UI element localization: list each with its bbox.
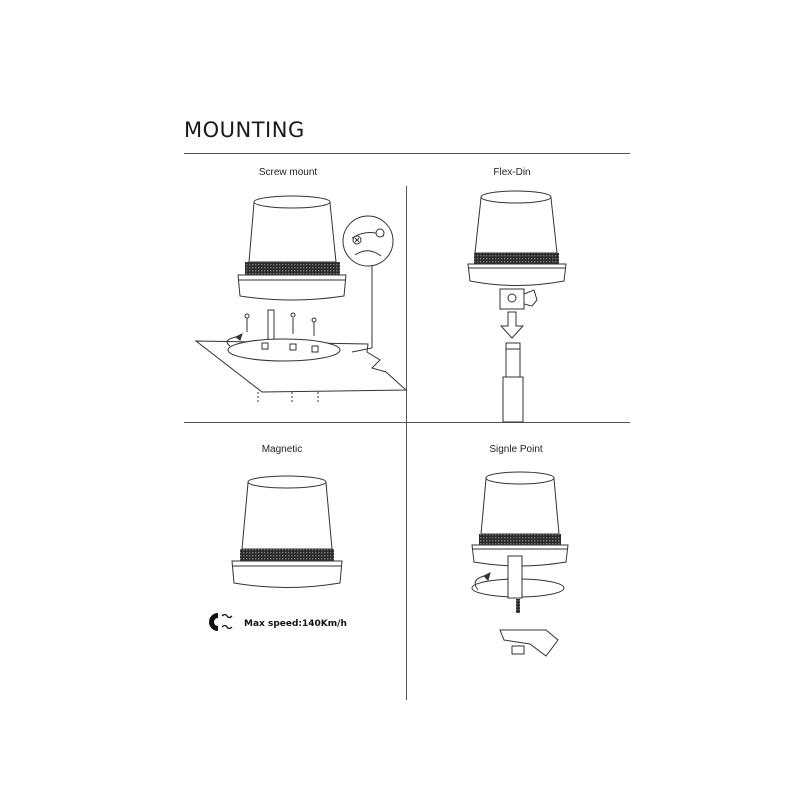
magnet-icon [204, 611, 238, 638]
screw-detail-zoom [343, 216, 393, 352]
single-point-label: Signle Point [489, 444, 543, 455]
page-title: MOUNTING [184, 118, 305, 142]
single-point-base [472, 556, 564, 656]
magnetic-beacon [232, 476, 342, 588]
max-speed-text: Max speed:140Km/h [244, 619, 347, 629]
flex-din-beacon [468, 191, 566, 309]
screw-base-plate [196, 334, 406, 404]
single-point-beacon [472, 472, 568, 566]
screw-mount-beacon [238, 196, 346, 300]
magnetic-label: Magnetic [261, 444, 303, 455]
flex-din-pole [503, 343, 523, 422]
flex-din-arrow [501, 312, 523, 338]
flex-din-label: Flex-Din [493, 167, 531, 178]
screw-mount-label: Screw mount [258, 167, 318, 178]
magnetic-speed-note [204, 612, 347, 636]
